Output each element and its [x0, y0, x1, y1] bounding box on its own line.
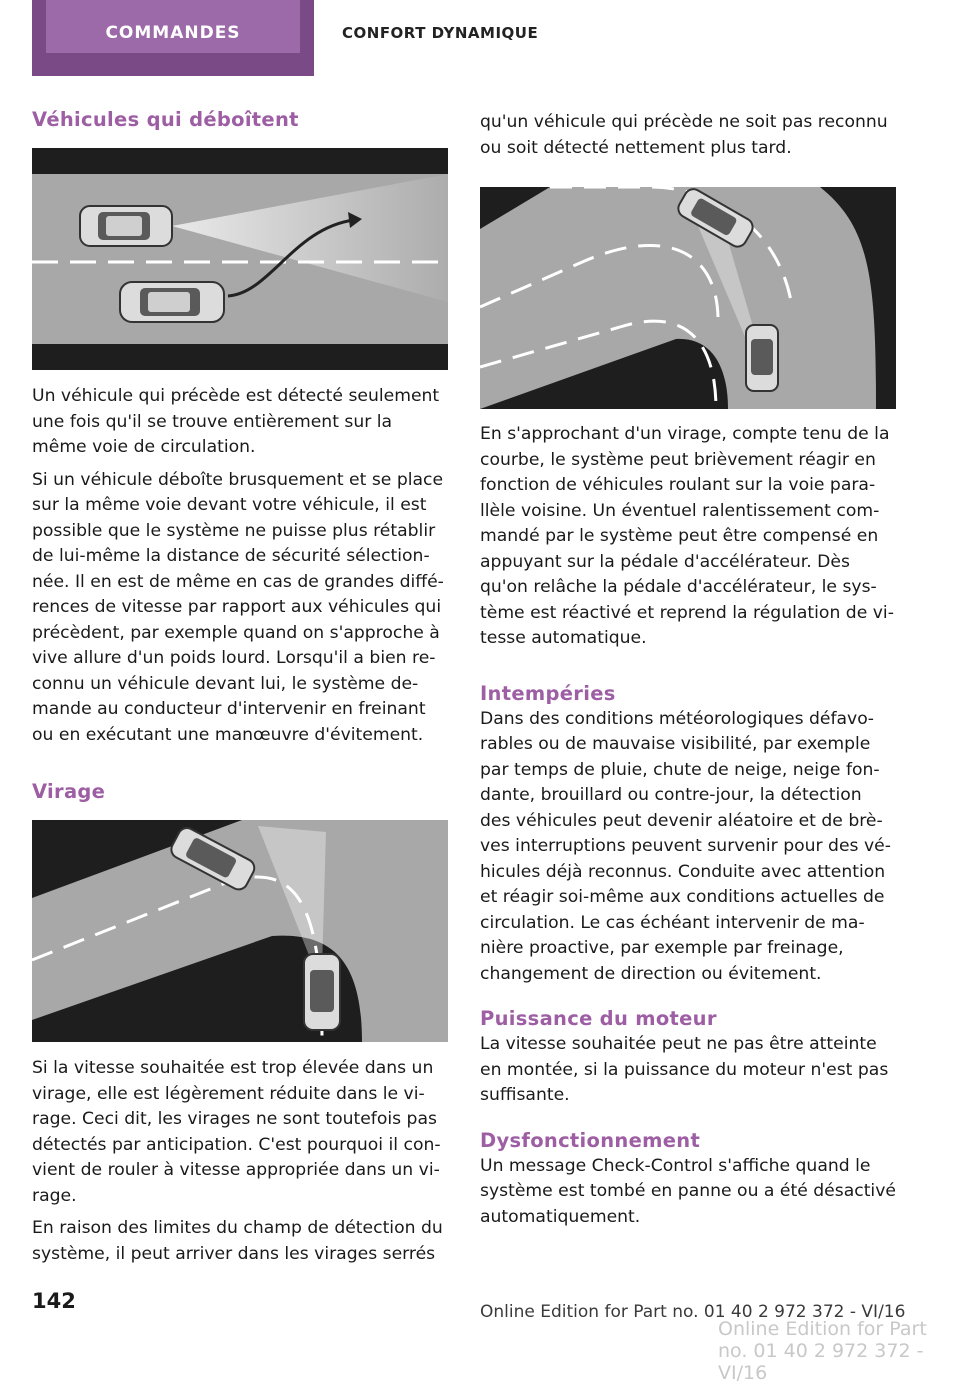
heading-vehicules-deboitent: Véhicules qui déboîtent — [32, 108, 299, 131]
heading-virage: Virage — [32, 780, 106, 803]
right-column — [480, 110, 896, 1230]
paragraph: Si un véhicule déboîte brusquement et se place sur la même voie devant votre véhicule, il est possible que le système ne puisse plus rétablir de lui-même la distance de sécurité sélection‐née. Il en est de même en cas de grandes diffé‐rences de vitesse par rapport aux véhicules qui précèdent, par exemple quand on s'approche à vive allure d'un poids lourd. Lorsqu'il a bien re‐connu un véhicule devant lui, le système de‐mande au conducteur d'intervenir en freinant ou en exécutant une manœuvre d'évitement. — [32, 469, 444, 745]
heading-intemperies: Intempéries — [480, 681, 616, 705]
car-top-icon — [80, 206, 172, 246]
page-number: 142 — [32, 1289, 76, 1313]
paragraph: La vitesse souhaitée peut ne pas être atteinte en montée, si la puissance du moteur n'est pas suffisante. — [480, 1034, 889, 1105]
paragraph: Un message Check-Control s'affiche quand le système est tombé en panne ou a été désactivé automatiquement. — [480, 1155, 896, 1227]
watermark: Online Edition for Part no. 01 40 2 972 372 - VI/16 — [718, 1318, 927, 1384]
illustration-parallel-lane-curve — [480, 187, 896, 409]
car-top-icon — [304, 954, 340, 1030]
car-top-icon — [120, 282, 224, 322]
car-top-icon — [746, 325, 778, 391]
chapter-tab — [32, 0, 314, 76]
paragraph: En s'approchant d'un virage, compte tenu de la courbe, le système peut brièvement réagir en fonction de véhicules roulant sur la voie para‐llèle voisine. Un éventuel ralentissement com‐mandé par le système peut être compensé en appuyant sur la pédale d'accélérateur. Dès qu'on relâche la pédale d'accélérateur, le sys‐tème est réactivé et reprend la régulation de vi‐tesse automatique. — [480, 424, 894, 648]
paragraph: Dans des conditions météorologiques défavo‐rables ou de mauvaise visibilité, par exemple par temps de pluie, chute de neige, neige fon‐dante, brouillard ou contre-jour, la détection des véhicules peut devenir aléatoire et de brè‐ves interruptions peuvent survenir pour des vé‐hicules déjà reconnus. Conduite avec attention et réagir soi-même aux conditions actuelles de circulation. Le cas échéant intervenir de ma‐nière proactive, par exemple par freinage, changement de direction ou évitement. — [480, 708, 891, 984]
illustration-curve-detection — [32, 820, 448, 1042]
paragraph: qu'un véhicule qui précède ne soit pas reconnu ou soit détecté nettement plus tard. — [480, 112, 888, 158]
section-title: CONFORT DYNAMIQUE — [342, 24, 539, 42]
left-column — [32, 108, 448, 1267]
chapter-tab-label: COMMANDES — [46, 0, 300, 53]
paragraph: Un véhicule qui précède est détecté seulement une fois qu'il se trouve entièrement sur la même voie de circulation. — [32, 386, 440, 457]
edition-line: Online Edition for Part no. 01 40 2 972 372 - VI/16 — [480, 1302, 906, 1322]
heading-dysfonctionnement: Dysfonctionnement — [480, 1128, 701, 1152]
heading-puissance-moteur: Puissance du moteur — [480, 1007, 717, 1030]
illustration-cutting-in-vehicle — [32, 148, 448, 370]
paragraph: Si la vitesse souhaitée est trop élevée dans un virage, elle est légèrement réduite dans le vi‐rage. Ceci dit, les virages ne sont toutefois pas détectés par anticipation. C'est pourquoi il con‐vient de rouler à vitesse appropriée dans un vi‐rage. — [32, 1058, 441, 1206]
paragraph: En raison des limites du champ de détection du système, il peut arriver dans les virages serrés — [32, 1218, 443, 1264]
